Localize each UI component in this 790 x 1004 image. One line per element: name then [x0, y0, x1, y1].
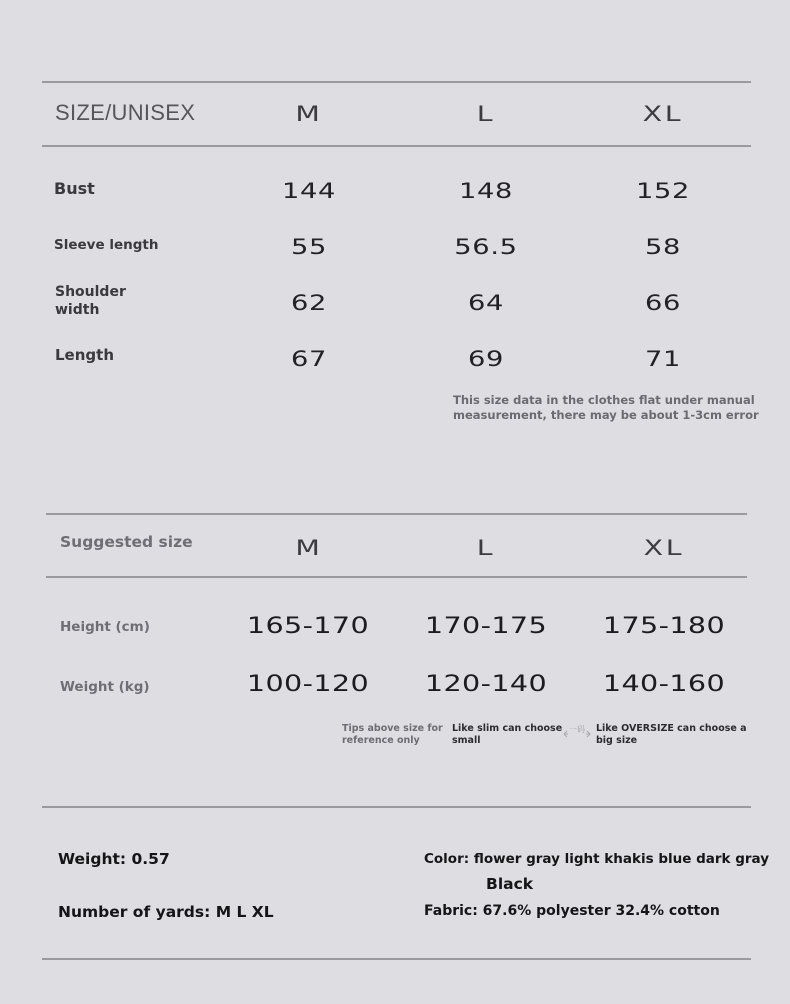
bust-m-value: 144	[281, 179, 337, 203]
suggested-header-xl: XL	[643, 536, 685, 560]
row-label-bust: Bust	[54, 179, 95, 198]
tip-slim-line1: Like slim can choose	[452, 723, 563, 734]
measurement-note	[453, 393, 759, 423]
sleeve-m-value: 55	[290, 235, 328, 259]
sleeve-xl-value: 58	[644, 235, 682, 259]
yards-info: Number of yards: M L XL	[58, 903, 274, 921]
shoulder-m-value: 62	[290, 291, 328, 315]
bust-xl-value: 152	[635, 179, 691, 203]
row-label-shoulder-width	[55, 283, 126, 319]
sleeve-l-value: 56.5	[454, 235, 518, 259]
height-l-value: 170-175	[424, 614, 548, 639]
tip-oversize-line1: Like OVERSIZE can choose a	[596, 723, 747, 734]
tip-oversize	[596, 723, 747, 747]
height-xl-value: 175-180	[602, 614, 726, 639]
weight-l-value: 120-140	[424, 672, 548, 697]
shoulder-l-value: 64	[467, 291, 505, 315]
row-label-sleeve-length: Sleeve length	[54, 237, 159, 253]
shoulder-label-line1: Shoulder	[55, 284, 126, 300]
color-info-line2: Black	[486, 875, 534, 893]
suggested-header-l: L	[476, 536, 496, 560]
tip-reference-only	[342, 723, 443, 747]
tip-slim	[452, 723, 562, 747]
row-label-length: Length	[55, 346, 114, 364]
height-m-value: 165-170	[246, 614, 370, 639]
info-top-divider	[42, 806, 751, 808]
note-line2: measurement, there may be about 1-3cm error	[453, 408, 759, 422]
weight-info: Weight: 0.57	[58, 850, 170, 868]
bust-l-value: 148	[458, 179, 514, 203]
suggested-header-label: Suggested size	[60, 533, 193, 551]
tip-slim-line2: small	[452, 735, 481, 746]
weight-m-value: 100-120	[246, 672, 370, 697]
arrow-text: 一码	[569, 725, 585, 734]
fabric-info: Fabric: 67.6% polyester 32.4% cotton	[424, 903, 720, 919]
tip-reference-line2: reference only	[342, 735, 420, 746]
bottom-divider	[42, 958, 751, 960]
size-header-divider	[42, 145, 751, 147]
suggested-top-divider	[46, 513, 747, 515]
note-line1: This size data in the clothes flat under manual	[453, 393, 755, 407]
row-label-weight: Weight (kg)	[60, 679, 150, 695]
size-header-l: L	[476, 102, 496, 126]
weight-xl-value: 140-160	[602, 672, 726, 697]
length-xl-value: 71	[644, 347, 682, 371]
tip-reference-line1: Tips above size for	[342, 723, 443, 734]
row-label-height: Height (cm)	[60, 619, 150, 635]
size-header-label: SIZE/UNISEX	[55, 100, 196, 125]
suggested-header-m: M	[295, 536, 323, 560]
shoulder-label-line2: width	[55, 302, 100, 318]
length-l-value: 69	[467, 347, 505, 371]
tip-oversize-line2: big size	[596, 735, 638, 746]
shoulder-xl-value: 66	[644, 291, 682, 315]
length-m-value: 67	[290, 347, 328, 371]
size-header-xl: XL	[642, 102, 684, 126]
size-header-m: M	[295, 102, 323, 126]
suggested-header-divider	[46, 576, 747, 578]
top-divider	[42, 81, 751, 83]
color-info-line1: Color: flower gray light khakis blue dark gray	[424, 851, 770, 867]
